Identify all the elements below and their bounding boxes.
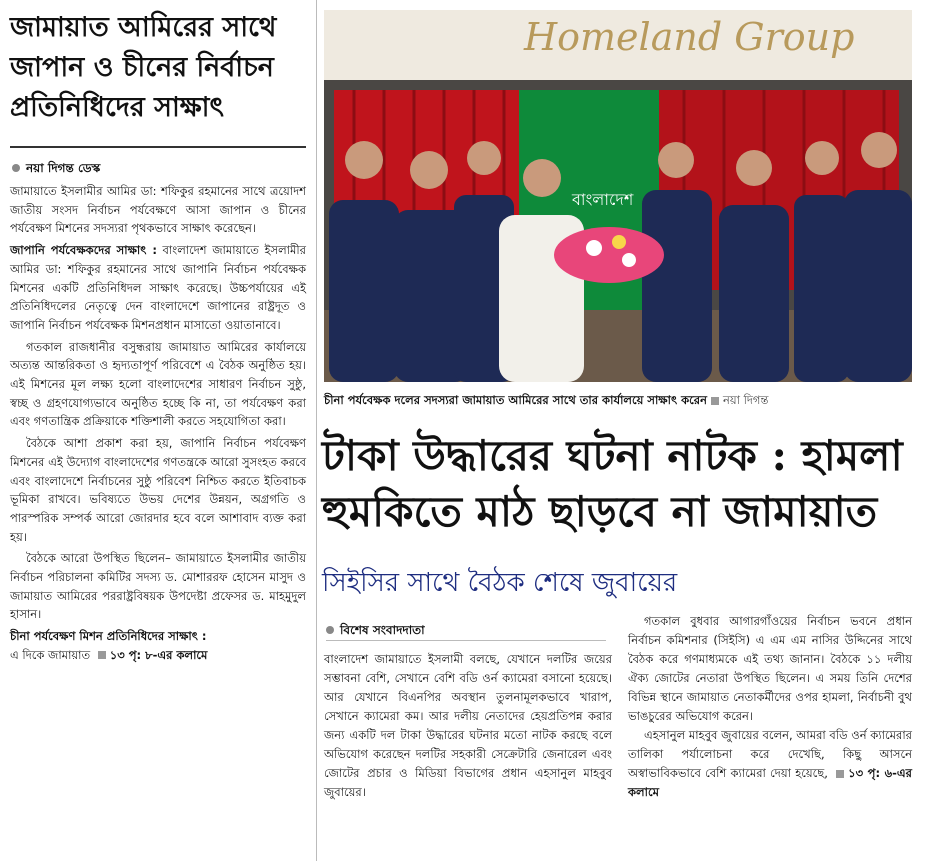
news-photo: [324, 10, 912, 382]
sign-text: Homeland Group: [524, 15, 855, 59]
headline-rule: [10, 146, 306, 148]
byline-rule: [326, 640, 606, 641]
subheading: জাপানি পর্যবেক্ষকদের সাক্ষাৎ :: [10, 243, 157, 258]
continuation-jump: ১৩ পৃ: ৮-এর কলামে: [109, 647, 208, 662]
left-story-byline: [12, 160, 100, 180]
photo-caption: [324, 392, 912, 411]
square-bullet-icon: [98, 651, 106, 659]
square-bullet-icon: [836, 770, 844, 778]
photo-illustration: [324, 10, 912, 382]
continuation-jump: ১৩ পৃ: ৬-এর কলামে: [628, 766, 912, 799]
paragraph-text: এহসানুল মাহবুব জুবায়ের বলেন, আমরা বডি ওর্ন ক্যামেরার তালিকা পর্যালোচনা করে দেখেছি, কিছু আসনে অস্বাভাবিকভাবে বেশি ক্যামেরা দেয়া হয়েছে,: [628, 728, 912, 780]
main-story-column2: [628, 612, 912, 802]
paragraph: গতকাল রাজধানীর বসুন্ধরায় জামায়াত আমিরের কার্যালয়ে অত্যন্ত আন্তরিকতা ও হৃদ্যতাপূর্ণ পরিবেশে এ বৈঠক অনুষ্ঠিত হয়। এই মিশনের মূল লক্ষ্য হলো বাংলাদেশের সাধারণ নির্বাচন সুষ্ঠু, স্বচ্ছ ও গ্রহণযোগ্যভাবে অনুষ্ঠিত হচ্ছে কি না, তা পর্যবেক্ষণ করা এবং গণতান্ত্রিক প্রক্রিয়াকে শক্তিশালী করতে সহযোগিতা করা।: [10, 339, 306, 429]
left-story-body: [10, 182, 306, 668]
main-story-column1: [324, 650, 612, 802]
main-headline-line2: হুমকিতে মাঠ ছাড়বে না জামায়াত: [322, 487, 878, 536]
left-story-headline: জামায়াত আমিরের সাথে জাপান ও চীনের নির্বাচন প্রতিনিধিদের সাক্ষাৎ: [10, 12, 277, 123]
paragraph: [628, 726, 912, 802]
paragraph: বাংলাদেশ জামায়াতে ইসলামী বলছে, যেখানে দলটির জয়ের সম্ভাবনা বেশি, সেখানে বেশি বডি ওর্ন ক্যামেরা বসানো হয়েছে। আর যেখানে বিএনপির অবস্থান তুলনামূলকভাবে খারাপ, সেখানে ক্যামেরা কম। আর দলীয় নেতাদের হেয়প্রতিপন্ন করার জন্য একটি দল টাকা উদ্ধারের ঘটনার মতো নাটক করছে বলে অভিযোগ করেছেন দলটির সহকারী সেক্রেটারি জেনারেল এবং জোটের প্রচার ও মিডিয়া বিভাগের প্রধান এহসানুল মাহবুব জুবায়ের।: [324, 652, 612, 799]
paragraph: [10, 627, 306, 664]
byline-text: নয়া দিগন্ত ডেস্ক: [26, 161, 101, 175]
banner-text: বাংলাদেশ: [572, 190, 634, 209]
square-bullet-icon: [711, 397, 719, 405]
paragraph: বৈঠকে আরো উপস্থিত ছিলেন– জামায়াতে ইসলামীর জাতীয় নির্বাচন পরিচালনা কমিটির সদস্য ড. মোশাররফ হোসেন মাসুদ ও জামায়াত আমিরের পররাষ্ট্রবিষয়ক উপদেষ্টা প্রফেসর ড. মাহমুদুল হাসান।: [10, 551, 306, 622]
main-headline: [322, 428, 922, 540]
main-headline-line1: টাকা উদ্ধারের ঘটনা নাটক : হামলা: [322, 431, 903, 480]
paragraph-text: এ দিকে জামায়াত: [10, 647, 91, 662]
main-story-byline: [326, 622, 425, 642]
paragraph-text: বাংলাদেশ জামায়াতে ইসলামীর আমির ডা: শফিকুর রহমানের সাথে জাপানি নির্বাচন পর্যবেক্ষক মিশনের একটি প্রতিনিধিদল সাক্ষাৎ করেছে। উচ্চপর্যায়ের এই প্রতিনিধিদলের নেতৃত্বে দেন বাংলাদেশে জাপানের রাষ্ট্রদূত ও জাপানি নির্বাচন পর্যবেক্ষক মিশনপ্রধান মাসাতো ওয়াতানাবে।: [10, 243, 306, 332]
subheading: চীনা পর্যবেক্ষণ মিশন প্রতিনিধিদের সাক্ষাৎ :: [10, 629, 207, 644]
column-divider: [316, 0, 317, 861]
paragraph: বৈঠকে আশা প্রকাশ করা হয়, জাপানি নির্বাচন পর্যবেক্ষণ মিশনের এই উদ্যোগ বাংলাদেশের গণতন্ত্রকে আরো সুসংহত করবে এবং বাংলাদেশে নির্বাচনের সুষ্ঠু পরিবেশ নিশ্চিত করতে ইতিবাচক ভূমিকা রাখবে। ভবিষ্যতে উভয় দেশের উন্নয়ন, অগ্রগতি ও পারস্পরিক সম্পর্ক আরো জোরদার হবে বলে আশাবাদ ব্যক্ত করা হয়।: [10, 436, 306, 544]
byline-text: বিশেষ সংবাদদাতা: [340, 623, 425, 637]
paragraph: জামায়াতে ইসলামীর আমির ডা: শফিকুর রহমানের সাথে ত্রয়োদশ জাতীয় সংসদ নির্বাচন পর্যবেক্ষণে আসা জাপান ও চীনের পর্যবেক্ষণ মিশনের সদস্যরা পৃথকভাবে সাক্ষাৎ করেছেন।: [10, 184, 306, 236]
bullet-icon: [326, 626, 334, 634]
main-subheadline: সিইসির সাথে বৈঠক শেষে জুবায়ের: [322, 568, 678, 598]
caption-text: চীনা পর্যবেক্ষক দলের সদস্যরা জামায়াত আমিরের সাথে তার কার্যালয়ে সাক্ষাৎ করেন: [324, 393, 707, 407]
bullet-icon: [12, 164, 20, 172]
paragraph: গতকাল বুধবার আগারগাঁওয়ের নির্বাচন ভবনে প্রধান নির্বাচন কমিশনার (সিইসি) এ এম এম নাসির উদ্দিনের সাথে বৈঠক করে গণমাধ্যমকে এই তথ্য জানান। বৈঠকে ১১ দলীয় ঐক্য জোটের নেতারা উপস্থিত ছিলেন। এ সময় তিনি দেশের বিভিন্ন স্থানে জামায়াত নেতাকর্মীদের ওপর হামলা, নির্বাচনী বুথ ভাঙচুরের অভিযোগ করেন।: [628, 614, 912, 723]
paragraph: [10, 241, 306, 335]
caption-source: নয়া দিগন্ত: [722, 393, 769, 407]
